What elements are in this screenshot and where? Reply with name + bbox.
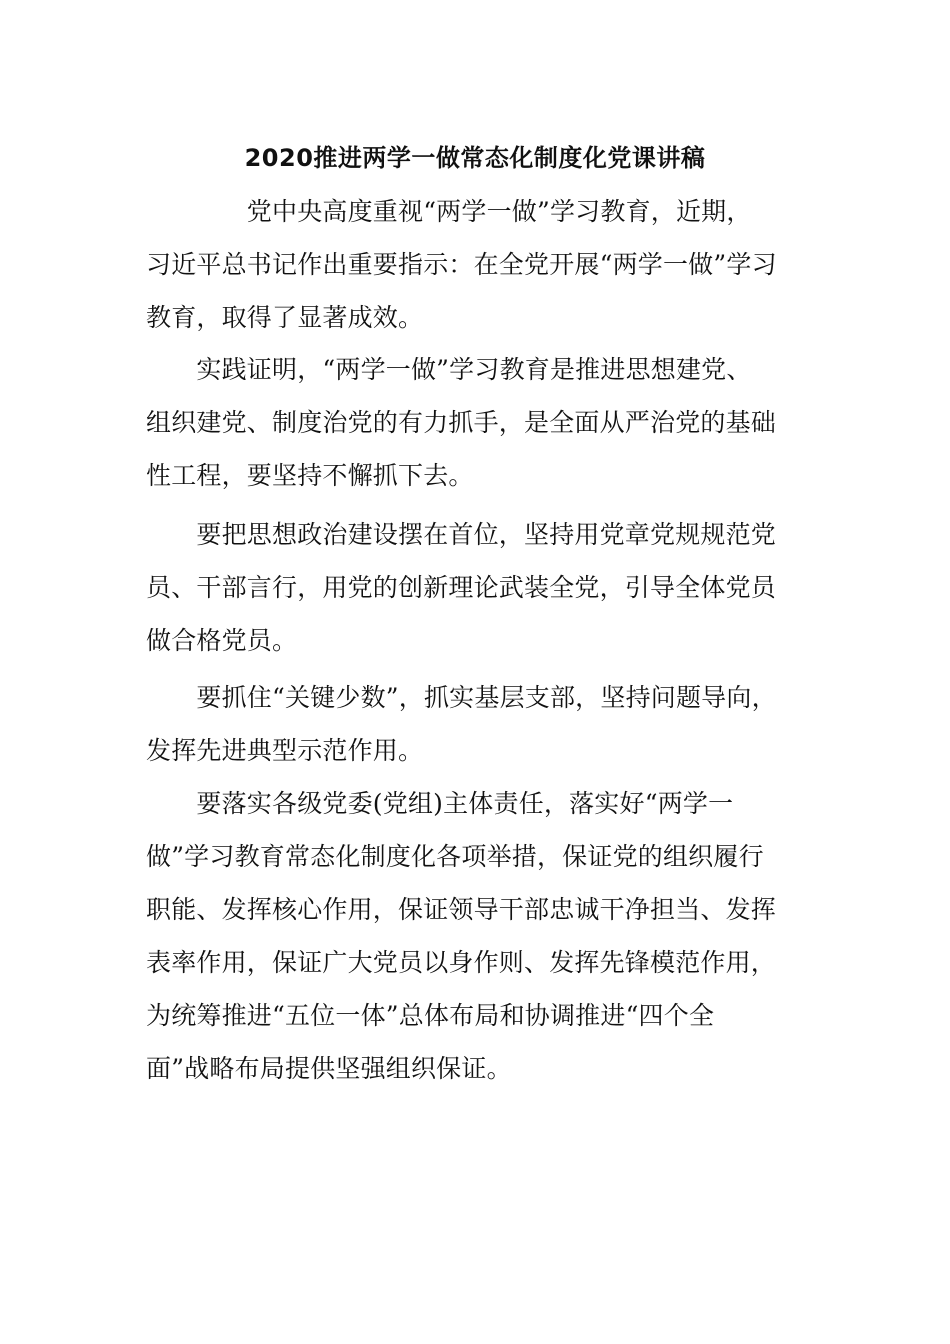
paragraph-3 (146, 508, 802, 667)
paragraph-line: 发挥先进典型示范作用。 (146, 736, 424, 765)
paragraph-line: 要把思想政治建设摆在首位，坚持用党章党规规范党 (146, 520, 777, 549)
paragraph-line: 要抓住“关键少数”，抓实基层支部，坚持问题导向， (146, 683, 777, 712)
paragraph-line: 为统筹推进“五位一体”总体布局和协调推进“四个全 (146, 1001, 715, 1030)
paragraph-line: 员、干部言行，用党的创新理论武装全党，引导全体党员 (146, 573, 777, 602)
paragraph-line: 组织建党、制度治党的有力抓手，是全面从严治党的基础 (146, 408, 777, 437)
paragraph-2 (146, 343, 802, 502)
paragraph-line: 做合格党员。 (146, 626, 298, 655)
paragraph-line: 习近平总书记作出重要指示：在全党开展“两学一做”学习 (146, 250, 777, 279)
paragraph-line: 职能、发挥核心作用，保证领导干部忠诚干净担当、发挥 (146, 895, 777, 924)
paragraph-line: 做”学习教育常态化制度化各项举措，保证党的组织履行 (146, 842, 764, 871)
paragraph-5 (146, 777, 802, 1095)
paragraph-line: 性工程，要坚持不懈抓下去。 (146, 461, 474, 490)
document-title: 2020推进两学一做常态化制度化党课讲稿 (244, 144, 706, 172)
paragraph-line: 面”战略布局提供坚强组织保证。 (146, 1054, 512, 1083)
paragraph-1 (146, 185, 802, 344)
paragraph-line: 党中央高度重视“两学一做”学习教育，近期， (146, 197, 752, 226)
paragraph-line: 表率作用，保证广大党员以身作则、发挥先锋模范作用， (146, 948, 777, 977)
paragraph-line: 要落实各级党委(党组)主体责任，落实好“两学一 (146, 789, 734, 818)
paragraph-line: 实践证明，“两学一做”学习教育是推进思想建党、 (146, 355, 752, 384)
paragraph-line: 教育，取得了显著成效。 (146, 303, 424, 332)
paragraph-4 (146, 671, 802, 777)
